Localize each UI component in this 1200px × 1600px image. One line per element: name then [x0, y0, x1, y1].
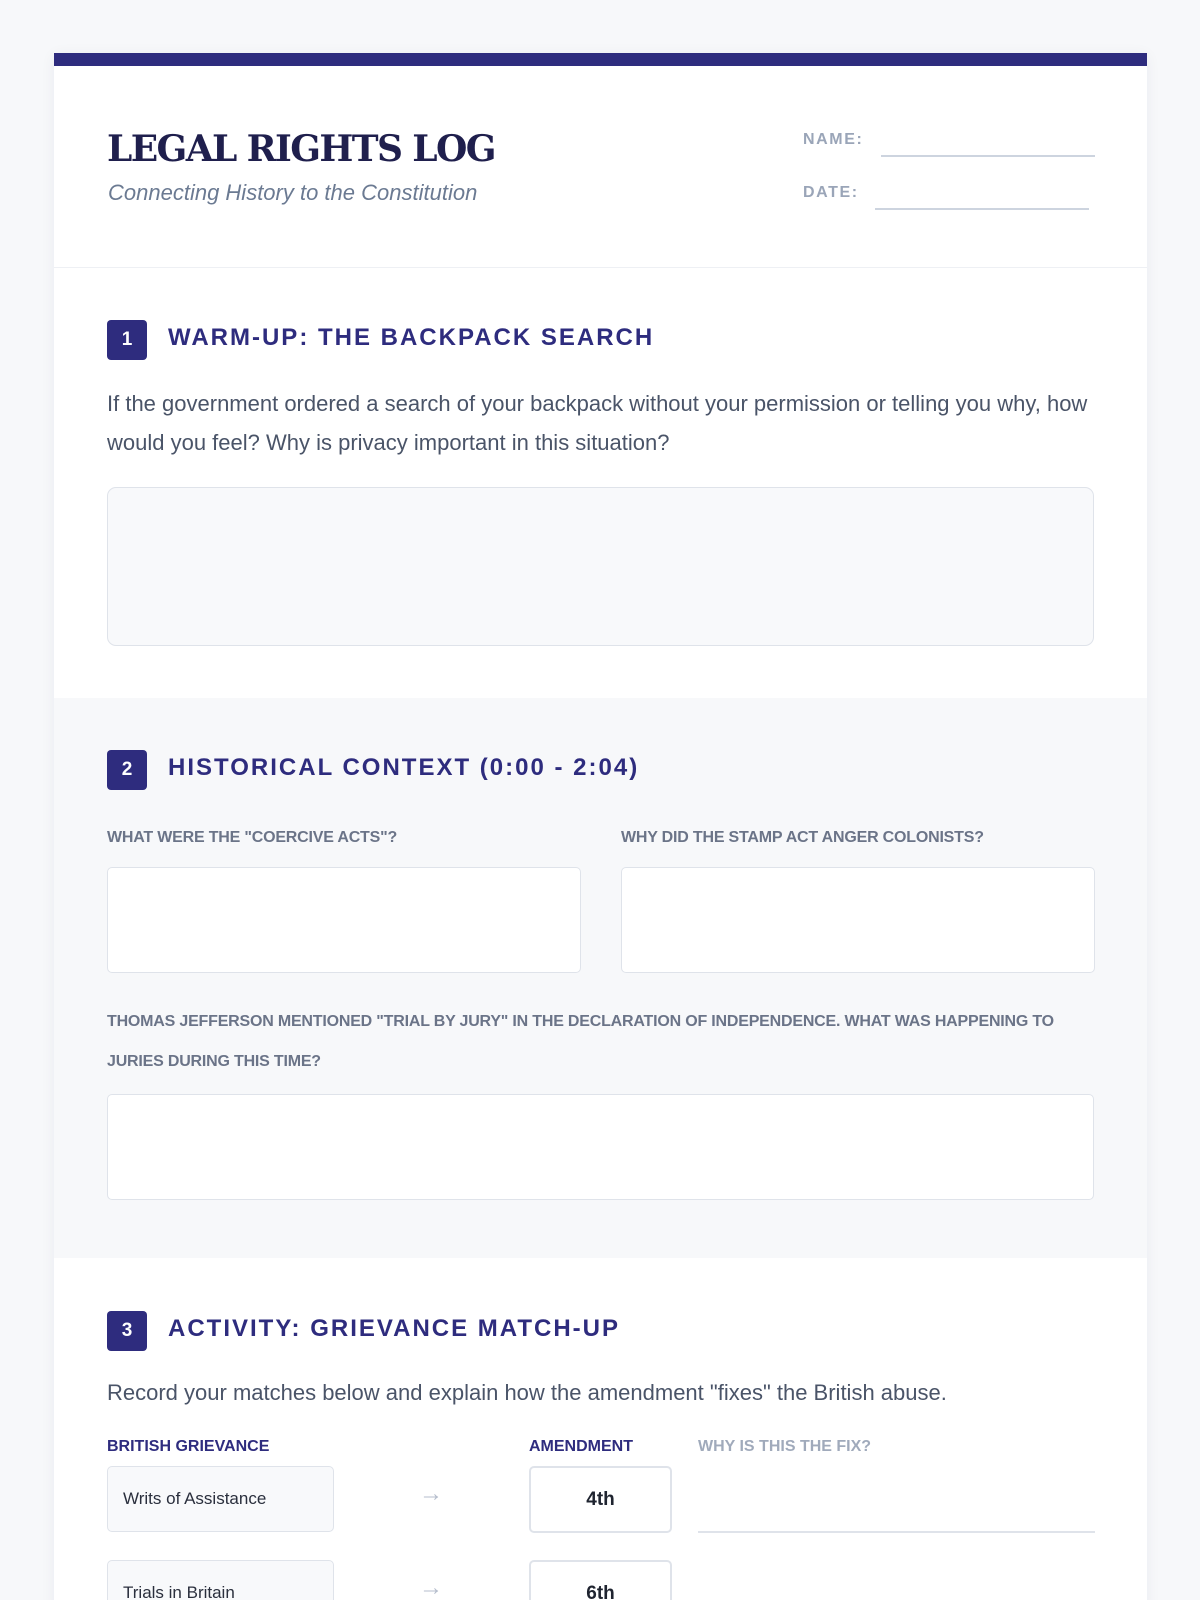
- section-number-badge: 1: [107, 320, 147, 360]
- page-subtitle: Connecting History to the Constitution: [108, 180, 478, 205]
- amendment-box[interactable]: 6th: [529, 1560, 672, 1600]
- section-title: HISTORICAL CONTEXT (0:00 - 2:04): [168, 754, 640, 781]
- column-header-amendment: AMENDMENT: [529, 1438, 633, 1455]
- section-historical-context: [54, 698, 1147, 1258]
- accent-bar: [54, 53, 1147, 66]
- section-title: WARM-UP: THE BACKPACK SEARCH: [168, 324, 655, 351]
- name-field[interactable]: [881, 155, 1095, 157]
- column-header-grievance: BRITISH GRIEVANCE: [107, 1438, 270, 1455]
- fix-answer-line[interactable]: [698, 1531, 1095, 1533]
- date-field[interactable]: [875, 208, 1089, 210]
- section-number-badge: 2: [107, 750, 147, 790]
- page-title: LEGAL RIGHTS LOG: [107, 128, 495, 170]
- section-prompt: If the government ordered a search of your backpack without your permission or telling you why, how would you feel? Why is privacy important in this situation?: [107, 391, 1088, 455]
- section-number-badge: 3: [107, 1311, 147, 1351]
- amendment-box[interactable]: 4th: [529, 1466, 672, 1533]
- worksheet: [54, 53, 1147, 1600]
- section-title: ACTIVITY: GRIEVANCE MATCH-UP: [168, 1315, 620, 1342]
- stamp-act-answer-box[interactable]: [621, 867, 1095, 973]
- warm-up-answer-box[interactable]: [107, 487, 1094, 646]
- column-header-fix: WHY IS THIS THE FIX?: [698, 1438, 872, 1455]
- section-prompt: Record your matches below and explain how the amendment "fixes" the British abuse.: [107, 1380, 947, 1405]
- juries-answer-box[interactable]: [107, 1094, 1094, 1200]
- arrow-right-icon: →: [419, 1574, 443, 1600]
- grievance-card: Trials in Britain: [107, 1560, 334, 1600]
- name-label: NAME:: [803, 131, 864, 148]
- grievance-card: Writs of Assistance: [107, 1466, 334, 1532]
- coercive-acts-answer-box[interactable]: [107, 867, 581, 973]
- arrow-right-icon: →: [419, 1480, 443, 1507]
- section-warm-up: [54, 268, 1147, 698]
- question-label-stamp-act: WHY DID THE STAMP ACT ANGER COLONISTS?: [621, 829, 984, 846]
- question-label-coercive-acts: WHAT WERE THE "COERCIVE ACTS"?: [107, 829, 398, 846]
- date-label: DATE:: [803, 184, 859, 201]
- question-label-juries: THOMAS JEFFERSON MENTIONED "TRIAL BY JURY" IN THE DECLARATION OF INDEPENDENCE. WHAT WAS HAPPENING TO JURIES DURING THIS TIME?: [107, 1013, 1054, 1070]
- worksheet-header: [54, 66, 1147, 268]
- section-grievance-match-up: [54, 1258, 1147, 1600]
